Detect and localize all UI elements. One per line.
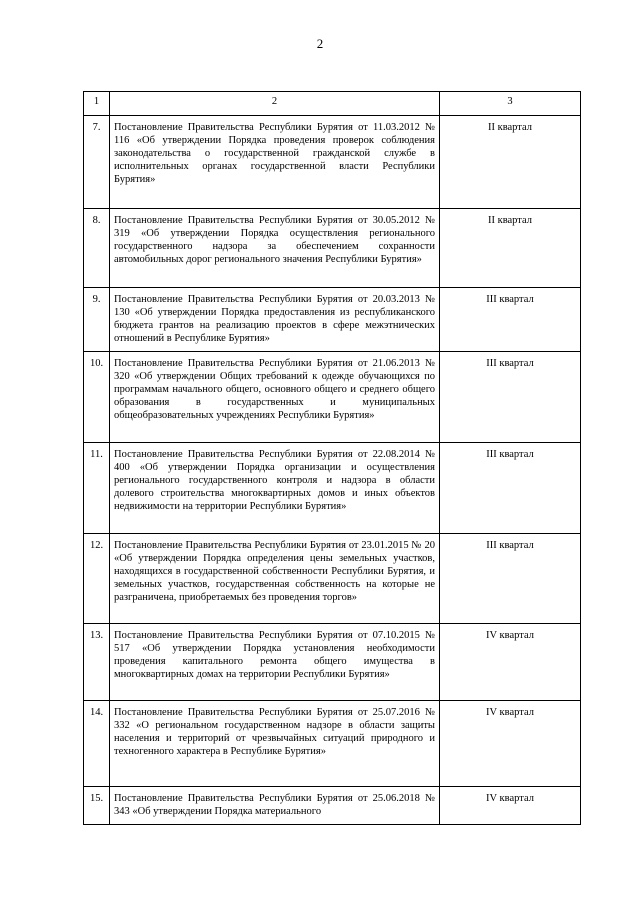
row-period: III квартал xyxy=(440,534,581,624)
page-number: 2 xyxy=(316,36,324,51)
table-row xyxy=(84,288,581,352)
row-period: III квартал xyxy=(440,443,581,534)
row-number: 13. xyxy=(84,624,110,701)
row-period: II квартал xyxy=(440,116,581,209)
row-number: 9. xyxy=(84,288,110,352)
row-document: Постановление Правительства Республики Бурятия от 30.05.2012 № 319 «Об утверждении Порядка осуществления регионального государственного надзора за обеспечением сохранности автомобильных дорог регионального значения Республики Бурятия» xyxy=(110,209,440,288)
table-row xyxy=(84,116,581,209)
table-row xyxy=(84,787,581,825)
regulations-table xyxy=(83,91,581,825)
row-period: III квартал xyxy=(440,352,581,443)
table-row xyxy=(84,352,581,443)
column-header-period: 3 xyxy=(440,92,581,116)
row-document: Постановление Правительства Республики Бурятия от 21.06.2013 № 320 «Об утверждении Общих требований к одежде обучающихся по программам начального общего, основного общего и среднего общего образования в государственных и муниципальных общеобразовательных учреждениях Республики Бурятия» xyxy=(110,352,440,443)
row-document: Постановление Правительства Республики Бурятия от 11.03.2012 № 116 «Об утверждении Порядка проведения проверок соблюдения законодательства о государственной гражданской службе в исполнительных органах государственной власти Республики Бурятия» xyxy=(110,116,440,209)
table-header-row xyxy=(84,92,581,116)
row-document: Постановление Правительства Республики Бурятия от 07.10.2015 № 517 «Об утверждении Порядка установления необходимости проведения капитального ремонта общего имущества в многоквартирных домах на территории Республики Бурятия» xyxy=(110,624,440,701)
row-period: IV квартал xyxy=(440,701,581,787)
row-number: 14. xyxy=(84,701,110,787)
row-period: IV квартал xyxy=(440,787,581,825)
row-period: III квартал xyxy=(440,288,581,352)
table-row xyxy=(84,701,581,787)
row-period: IV квартал xyxy=(440,624,581,701)
row-document: Постановление Правительства Республики Бурятия от 20.03.2013 № 130 «Об утверждении Порядка предоставления из республиканского бюджета грантов на реализацию проектов в сфере межэтнических отношений в Республике Бурятия» xyxy=(110,288,440,352)
table-row xyxy=(84,443,581,534)
row-number: 15. xyxy=(84,787,110,825)
row-document: Постановление Правительства Республики Бурятия от 22.08.2014 № 400 «Об утверждении Порядка организации и осуществления регионального государственного контроля и надзора в области долевого строительства многоквартирных домов и иных объектов недвижимости на территории Республики Бурятия» xyxy=(110,443,440,534)
row-period: II квартал xyxy=(440,209,581,288)
column-header-number: 1 xyxy=(84,92,110,116)
row-number: 8. xyxy=(84,209,110,288)
row-number: 11. xyxy=(84,443,110,534)
table-row xyxy=(84,209,581,288)
column-header-document: 2 xyxy=(110,92,440,116)
row-document: Постановление Правительства Республики Бурятия от 23.01.2015 № 20 «Об утверждении Порядка определения цены земельных участков, находящихся в государственной собственности Республики Бурятия, и земельных участков, государственная собственность на которые не разграничена, приобретаемых без проведения торгов» xyxy=(110,534,440,624)
row-number: 7. xyxy=(84,116,110,209)
table-row xyxy=(84,534,581,624)
row-document: Постановление Правительства Республики Бурятия от 25.06.2018 № 343 «Об утверждении Порядка материального xyxy=(110,787,440,825)
row-document: Постановление Правительства Республики Бурятия от 25.07.2016 № 332 «О региональном государственном надзоре в области защиты населения и территорий от чрезвычайных ситуаций природного и техногенного характера в Республике Бурятия» xyxy=(110,701,440,787)
row-number: 10. xyxy=(84,352,110,443)
table-row xyxy=(84,624,581,701)
row-number: 12. xyxy=(84,534,110,624)
